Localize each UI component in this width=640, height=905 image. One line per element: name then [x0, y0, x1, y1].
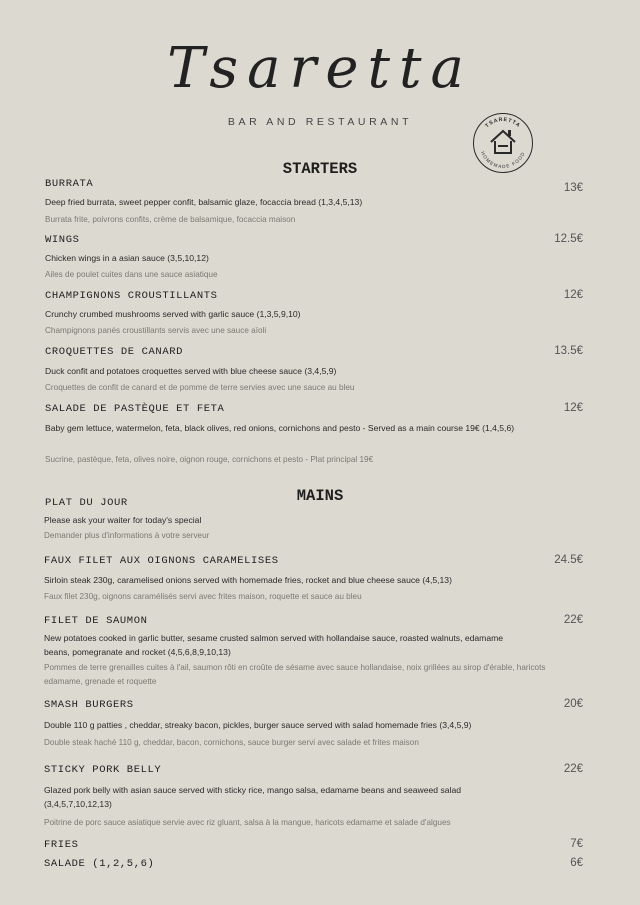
dish-description-fr: Double steak haché 110 g, cheddar, bacon, cornichons, sauce burger servi avec salade et frites maison: [44, 738, 419, 747]
stamp-top-text: TSARETTA: [484, 116, 522, 130]
dish-description: Chicken wings in a asian sauce (3,5,10,12): [45, 253, 209, 263]
dish-name: CROQUETTES DE CANARD: [45, 346, 184, 358]
dish-description: Baby gem lettuce, watermelon, feta, black olives, red onions, cornichons and pesto - Served as a main course 19€ (1,4,5,6): [45, 423, 515, 433]
dish-name: BURRATA: [45, 178, 94, 190]
dish-price: 6€: [570, 857, 583, 869]
dish-description-fr: Faux filet 230g, oignons caramélisés servi avec frites maison, roquette et sauce au bleu: [44, 592, 362, 601]
dish-name: SALADE (1,2,5,6): [44, 858, 155, 870]
dish-description-fr: Sucrine, pastèque, feta, olives noire, oignon rouge, cornichons et pesto - Plat principal 19€: [45, 455, 374, 464]
dish-price: 13€: [563, 182, 583, 194]
dish-price: 22€: [563, 614, 583, 626]
dish-description-fr: Demander plus d'informations à votre serveur: [44, 531, 210, 540]
dish-price: 12€: [563, 289, 583, 301]
dish-price: 20€: [563, 698, 583, 710]
dish-description: Duck confit and potatoes croquettes served with blue cheese sauce (3,4,5,9): [45, 366, 337, 376]
dish-price: 22€: [563, 763, 583, 775]
dish-description-fr: Pommes de terre grenailles cuites à l'ail, saumon rôti en croûte de sésame avec sauce hollandaise, noix grillées au sirop d'érable, haricots edamame, grenade et roquette: [44, 663, 546, 686]
dish-name: STICKY PORK BELLY: [44, 764, 162, 776]
section-title-mains: MAINS: [296, 487, 344, 505]
logo-subtitle: BAR AND RESTAURANT: [227, 116, 413, 128]
dish-description-fr: Croquettes de confit de canard et de pomme de terre servies avec une sauce au bleu: [45, 383, 355, 392]
dish-description: Double 110 g patties , cheddar, streaky bacon, pickles, burger sauce served with salad homemade fries (3,4,5,9): [44, 720, 472, 730]
dish-description-fr: Poitrine de porc sauce asiatique servie avec riz gluant, salsa à la mangue, haricots edamame et salade d'algues: [44, 818, 451, 827]
logo-text: Tsaretta: [167, 36, 473, 101]
dish-name: SALADE DE PASTÈQUE ET FETA: [45, 403, 225, 415]
dish-price: 12€: [563, 402, 583, 414]
dish-description: Glazed pork belly with asian sauce served with sticky rice, mango salsa, edamame beans and seaweed salad (3,4,5,7,10,12,13): [44, 785, 462, 809]
dish-description: Sirloin steak 230g, caramelised onions served with homemade fries, rocket and blue cheese sauce (4,5,13): [44, 575, 452, 585]
svg-text:TSARETTA: [484, 117, 521, 129]
stamp-bottom-text: HOMEMADE FOOD: [480, 150, 526, 170]
dish-name: FAUX FILET AUX OIGNONS CARAMELISES: [44, 555, 279, 567]
dish-description: Crunchy crumbed mushrooms served with garlic sauce (1,3,5,9,10): [45, 309, 301, 319]
dish-description-fr: Burrata frite, poivrons confits, crème de balsamique, focaccia maison: [45, 215, 296, 224]
section-title-starters: STARTERS: [282, 160, 358, 178]
dish-price: 13.5€: [554, 345, 583, 357]
dish-name: PLAT DU JOUR: [45, 497, 128, 509]
restaurant-logo: [0, 38, 640, 128]
dish-description-fr: Champignons panés croustillants servis avec une sauce aïoli: [45, 326, 267, 335]
dish-name: FRIES: [44, 839, 79, 851]
dish-name: FILET DE SAUMON: [44, 615, 148, 627]
dish-name: WINGS: [45, 234, 80, 246]
house-icon: [491, 130, 515, 153]
dish-price: 7€: [570, 838, 583, 850]
dish-price: 24.5€: [554, 554, 583, 566]
dish-description: New potatoes cooked in garlic butter, sesame crusted salmon served with hollandaise sauce, roasted walnuts, edamame beans, pomegranate and rocket (4,5,6,8,9,10,13): [44, 633, 504, 657]
dish-price: 12.5€: [554, 233, 583, 245]
dish-description: Please ask your waiter for today's special: [44, 515, 202, 525]
dish-name: SMASH BURGERS: [44, 699, 134, 711]
dish-description: Deep fried burrata, sweet pepper confit, balsamic glaze, focaccia bread (1,3,4,5,13): [45, 197, 363, 207]
dish-description-fr: Ailes de poulet cuites dans une sauce asiatique: [45, 270, 218, 279]
dish-name: CHAMPIGNONS CROUSTILLANTS: [45, 290, 218, 302]
